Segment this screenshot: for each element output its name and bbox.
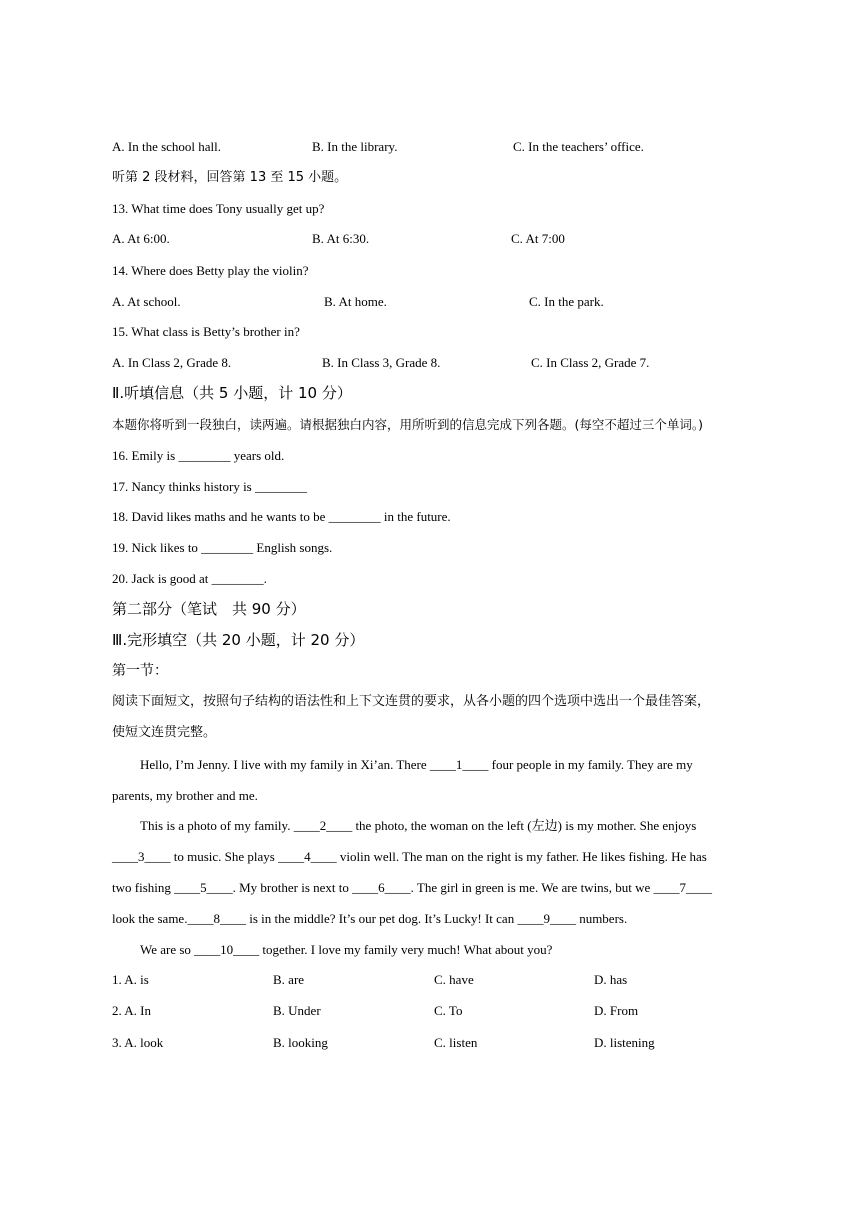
part2-heading: 第二部分（笔试 共 90 分） <box>112 600 306 618</box>
cloze-1-option-b: B. are <box>273 972 305 987</box>
passage-line: Hello, I’m Jenny. I live with my family in Xi’an. There ____1____ four people in my family. They are my <box>140 757 693 772</box>
section2-instruction: 本题你将听到一段独白，读两遍。请根据独白内容，用所听到的信息完成下列各题。(每空不超过三个单词。) <box>112 417 704 432</box>
cloze-1-option-c: C. have <box>434 972 474 987</box>
section3-instruction-line1: 阅读下面短文，按照句子结构的语法性和上下文连贯的要求，从各小题的四个选项中选出一个最佳答案， <box>112 694 711 709</box>
section3-subheading: 第一节： <box>112 663 168 679</box>
cloze-2-option-b: B. Under <box>273 1003 321 1018</box>
q14-option-b: B. At home. <box>324 294 387 309</box>
passage-line: We are so ____10____ together. I love my family very much! What about you? <box>140 942 553 957</box>
q15-option-c: C. In Class 2, Grade 7. <box>531 355 650 370</box>
q14-option-c: C. In the park. <box>529 294 604 309</box>
q14-option-a: A. At school. <box>112 294 181 309</box>
cloze-3-option-b: B. looking <box>273 1035 328 1050</box>
q13-option-b: B. At 6:30. <box>312 231 370 246</box>
fill-item-20: 20. Jack is good at ________. <box>112 571 267 586</box>
q13-question: 13. What time does Tony usually get up? <box>112 201 325 216</box>
section3-heading: Ⅲ.完形填空（共 20 小题，计 20 分） <box>112 631 365 649</box>
cloze-2-option-c: C. To <box>434 1003 463 1018</box>
cloze-3-option-a: 3. A. look <box>112 1035 164 1050</box>
cloze-3-option-d: D. listening <box>594 1035 655 1050</box>
passage-line: ____3____ to music. She plays ____4____ violin well. The man on the right is my father. He likes fishing. He has <box>112 849 707 864</box>
q15-option-a: A. In Class 2, Grade 8. <box>112 355 232 370</box>
fill-item-19: 19. Nick likes to ________ English songs. <box>112 540 333 555</box>
q14-question: 14. Where does Betty play the violin? <box>112 263 309 278</box>
q12-option-b: B. In the library. <box>312 139 398 154</box>
section2-heading: Ⅱ.听填信息（共 5 小题，计 10 分） <box>112 384 352 402</box>
fill-item-18: 18. David likes maths and he wants to be ________ in the future. <box>112 509 451 524</box>
cloze-2-option-a: 2. A. In <box>112 1003 151 1018</box>
cloze-3-option-c: C. listen <box>434 1035 478 1050</box>
instruction-part2: 听第 2 段材料，回答第 13 至 15 小题。 <box>112 170 348 185</box>
fill-item-16: 16. Emily is ________ years old. <box>112 448 285 463</box>
q13-option-a: A. At 6:00. <box>112 231 170 246</box>
passage-line: parents, my brother and me. <box>112 788 258 803</box>
passage-line: This is a photo of my family. ____2____ the photo, the woman on the left (左边) is my mother. She enjoys <box>140 818 697 833</box>
section3-instruction-line2: 使短文连贯完整。 <box>112 725 217 740</box>
q12-option-c: C. In the teachers’ office. <box>513 139 644 154</box>
passage-line: look the same.____8____ is in the middle? It’s our pet dog. It’s Lucky! It can ____9____ numbers. <box>112 911 628 926</box>
cloze-1-option-d: D. has <box>594 972 628 987</box>
q15-option-b: B. In Class 3, Grade 8. <box>322 355 441 370</box>
q15-question: 15. What class is Betty’s brother in? <box>112 324 300 339</box>
fill-item-17: 17. Nancy thinks history is ________ <box>112 479 307 494</box>
passage-line: two fishing ____5____. My brother is next to ____6____. The girl in green is me. We are twins, but we ____7____ <box>112 880 713 895</box>
cloze-1-option-a: 1. A. is <box>112 972 149 987</box>
q12-option-a: A. In the school hall. <box>112 139 222 154</box>
cloze-2-option-d: D. From <box>594 1003 639 1018</box>
q13-option-c: C. At 7:00 <box>511 231 565 246</box>
